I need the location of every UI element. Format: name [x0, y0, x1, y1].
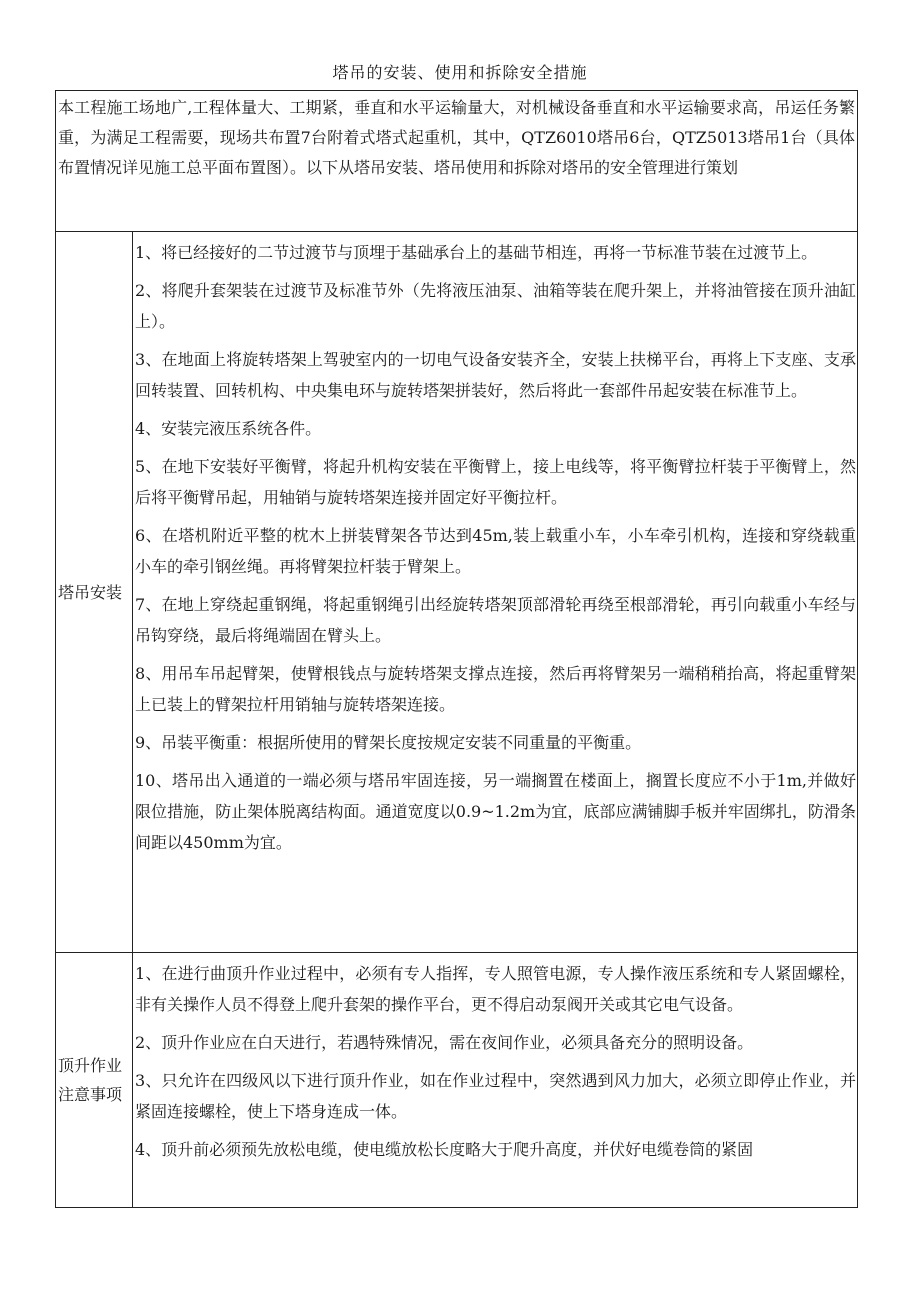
- document-title: 塔吊的安装、使用和拆除安全措施: [332, 63, 588, 82]
- installation-steps: [133, 232, 857, 952]
- jacking-steps: [133, 953, 857, 1207]
- installation-step: 10、塔吊出入通道的一端必须与塔吊牢固连接，另一端搁置在楼面上，搁置长度应不小于1m,并做好限位措施，防止架体脱离结构面。通道宽度以0.9~1.2m为宜，底部应满铺脚手板并牢固绑扎，防滑条间距以450mm为宜。: [135, 771, 856, 852]
- safety-measures-table: [55, 90, 858, 1208]
- jacking-row: [56, 953, 857, 1207]
- installation-step: 6、在塔机附近平整的枕木上拼装臂架各节达到45m,装上载重小车，小车牵引机构，连接和穿绕载重小车的牵引钢丝绳。再将臂架拉杆装于臂架上。: [135, 526, 856, 576]
- installation-step: 4、安装完液压系统各件。: [135, 419, 322, 438]
- jacking-label: 顶升作业注意事项: [58, 1056, 123, 1104]
- intro-paragraph: 本工程施工场地广,工程体量大、工期紧，垂直和水平运输量大，对机械设备垂直和水平运输要求高，吊运任务繁重，为满足工程需要，现场共布置7台附着式塔式起重机，其中，QTZ6010塔吊6台，QTZ5013塔吊1台（具体布置情况详见施工总平面布置图）。以下从塔吊安装、塔吊使用和拆除对塔吊的安全管理进行策划: [56, 91, 857, 232]
- installation-label-cell: [56, 232, 133, 952]
- jacking-step: 4、顶升前必须预先放松电缆，使电缆放松长度略大于爬升高度，并伏好电缆卷筒的紧固: [135, 1140, 754, 1159]
- installation-step: 8、用吊车吊起臂架，使臂根钱点与旋转塔架支撑点连接，然后再将臂架另一端稍稍抬高，将起重臂架上已装上的臂架拉杆用销轴与旋转塔架连接。: [135, 664, 856, 714]
- jacking-step: 1、在进行曲顶升作业过程中，必须有专人指挥，专人照管电源，专人操作液压系统和专人紧固螺栓，非有关操作人员不得登上爬升套架的操作平台，更不得启动泵阀开关或其它电气设备。: [135, 964, 856, 1014]
- installation-step: 2、将爬升套架装在过渡节及标准节外（先将液压油泵、油箱等装在爬升架上，并将油管接在顶升油缸上）。: [135, 281, 856, 331]
- installation-step: 1、将已经接好的二节过渡节与顶埋于基础承台上的基础节相连，再将一节标准节装在过渡节上。: [135, 243, 818, 262]
- installation-step: 9、吊装平衡重：根据所使用的臂架长度按规定安装不同重量的平衡重。: [135, 733, 642, 752]
- jacking-step: 3、只允许在四级风以下进行顶升作业，如在作业过程中，突然遇到风力加大，必须立即停止作业，并紧固连接螺栓，使上下塔身连成一体。: [135, 1071, 856, 1121]
- installation-step: 7、在地上穿绕起重钢绳，将起重钢绳引出经旋转塔架顶部滑轮再绕至根部滑轮，再引向载重小车经与吊钩穿绕，最后将绳端固在臂头上。: [135, 595, 856, 645]
- jacking-step: 2、顶升作业应在白天进行，若遇特殊情况，需在夜间作业，必须具备充分的照明设备。: [135, 1033, 754, 1052]
- installation-step: 5、在地下安装好平衡臂，将起升机构安装在平衡臂上，接上电线等，将平衡臂拉杆装于平衡臂上，然后将平衡臂吊起，用轴销与旋转塔架连接并固定好平衡拉杆。: [135, 457, 856, 507]
- jacking-label-cell: [56, 953, 133, 1207]
- installation-row: [56, 232, 857, 953]
- installation-step: 3、在地面上将旋转塔架上驾驶室内的一切电气设备安装齐全，安装上扶梯平台，再将上下支座、支承回转装置、回转机构、中央集电环与旋转塔架拼装好，然后将此一套部件吊起安装在标准节上。: [135, 350, 856, 400]
- installation-label: 塔吊安装: [58, 582, 123, 602]
